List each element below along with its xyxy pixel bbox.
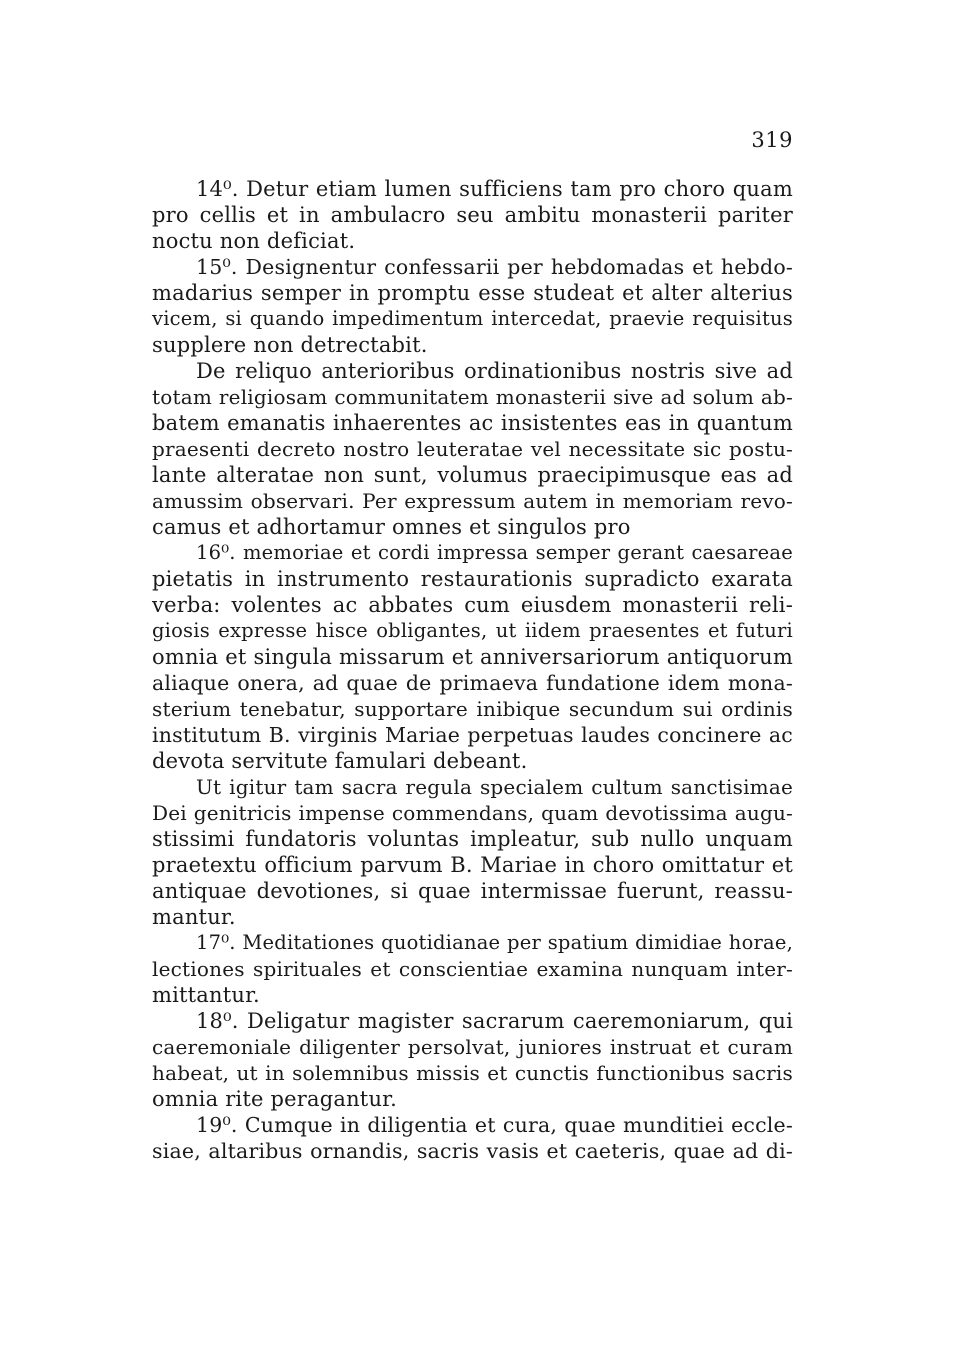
text-line: stissimi fundatoris voluntas impleatur, sub nullo unquam (152, 827, 793, 851)
text-line: omnia rite peragantur. (152, 1087, 397, 1111)
text-line: praetextu officium parvum B. Mariae in choro omittatur et (152, 853, 793, 877)
text-line: giosis expresse hisce obligantes, ut iidem praesentes et futuri (152, 619, 793, 642)
text-line: omnia et singula missarum et anniversariorum antiquorum (152, 645, 793, 669)
text-line: lectiones spirituales et conscientiae examina nunquam inter- (152, 957, 793, 981)
text-line: madarius semper in promptu esse studeat et alter alterius (152, 281, 793, 305)
text-line: vicem, si quando impedimentum intercedat, praevie requisitus (152, 307, 793, 330)
text-line: batem emanatis inhaerentes ac insistentes eas in quantum (152, 411, 793, 435)
text-line: noctu non deficiat. (152, 229, 356, 253)
text-line: camus et adhortamur omnes et singulos pro (152, 515, 631, 539)
page-number: 319 (751, 128, 793, 152)
text-line: 17⁰. Meditationes quotidianae per spatium dimidiae horae, (196, 931, 793, 954)
text-line: sterium tenebatur, supportare inibique secundum sui ordinis (152, 697, 793, 721)
text-line: supplere non detrectabit. (152, 333, 428, 357)
text-line: praesenti decreto nostro leuteratae vel necessitate sic postu- (152, 437, 793, 461)
text-line: antiquae devotiones, si quae intermissae fuerunt, reassu- (152, 879, 793, 903)
text-line: 16⁰. memoriae et cordi impressa semper gerant caesareae (196, 541, 793, 564)
text-line: lante alteratae non sunt, volumus praecipimusque eas ad (152, 463, 793, 487)
text-line: Ut igitur tam sacra regula specialem cultum sanctisimae (196, 775, 793, 799)
text-line: amussim observari. Per expressum autem in memoriam revo- (152, 489, 793, 513)
text-line: siae, altaribus ornandis, sacris vasis et caeteris, quae ad di- (152, 1139, 793, 1163)
text-line: pro cellis et in ambulacro seu ambitu monasterii pariter (152, 203, 793, 227)
text-line: totam religiosam communitatem monasterii sive ad solum ab- (152, 385, 793, 409)
text-line: 15⁰. Designentur confessarii per hebdomadas et hebdo- (196, 255, 793, 279)
text-line: devota servitute famulari debeant. (152, 749, 528, 773)
text-line: institutum B. virginis Mariae perpetuas laudes concinere ac (152, 723, 793, 747)
text-line: De reliquo anterioribus ordinationibus nostris sive ad (196, 359, 793, 383)
text-line: caeremoniale diligenter persolvat, juniores instruat et curam (152, 1035, 793, 1059)
body-text (152, 176, 793, 1164)
text-line: mittantur. (152, 983, 260, 1007)
text-line: mantur. (152, 905, 236, 929)
text-line: verba: volentes ac abbates cum eiusdem monasterii reli- (152, 593, 793, 617)
text-line: pietatis in instrumento restaurationis supradicto exarata (152, 567, 793, 591)
text-line: Dei genitricis impense commendans, quam devotissima augu- (152, 801, 793, 825)
text-line: habeat, ut in solemnibus missis et cunctis functionibus sacris (152, 1061, 793, 1085)
text-line: 19⁰. Cumque in diligentia et cura, quae munditiei eccle- (196, 1113, 793, 1137)
text-line: 14⁰. Detur etiam lumen sufficiens tam pro choro quam (196, 177, 793, 201)
text-line: 18⁰. Deligatur magister sacrarum caeremoniarum, qui (196, 1009, 793, 1033)
text-line: aliaque onera, ad quae de primaeva fundatione idem mona- (152, 671, 793, 695)
